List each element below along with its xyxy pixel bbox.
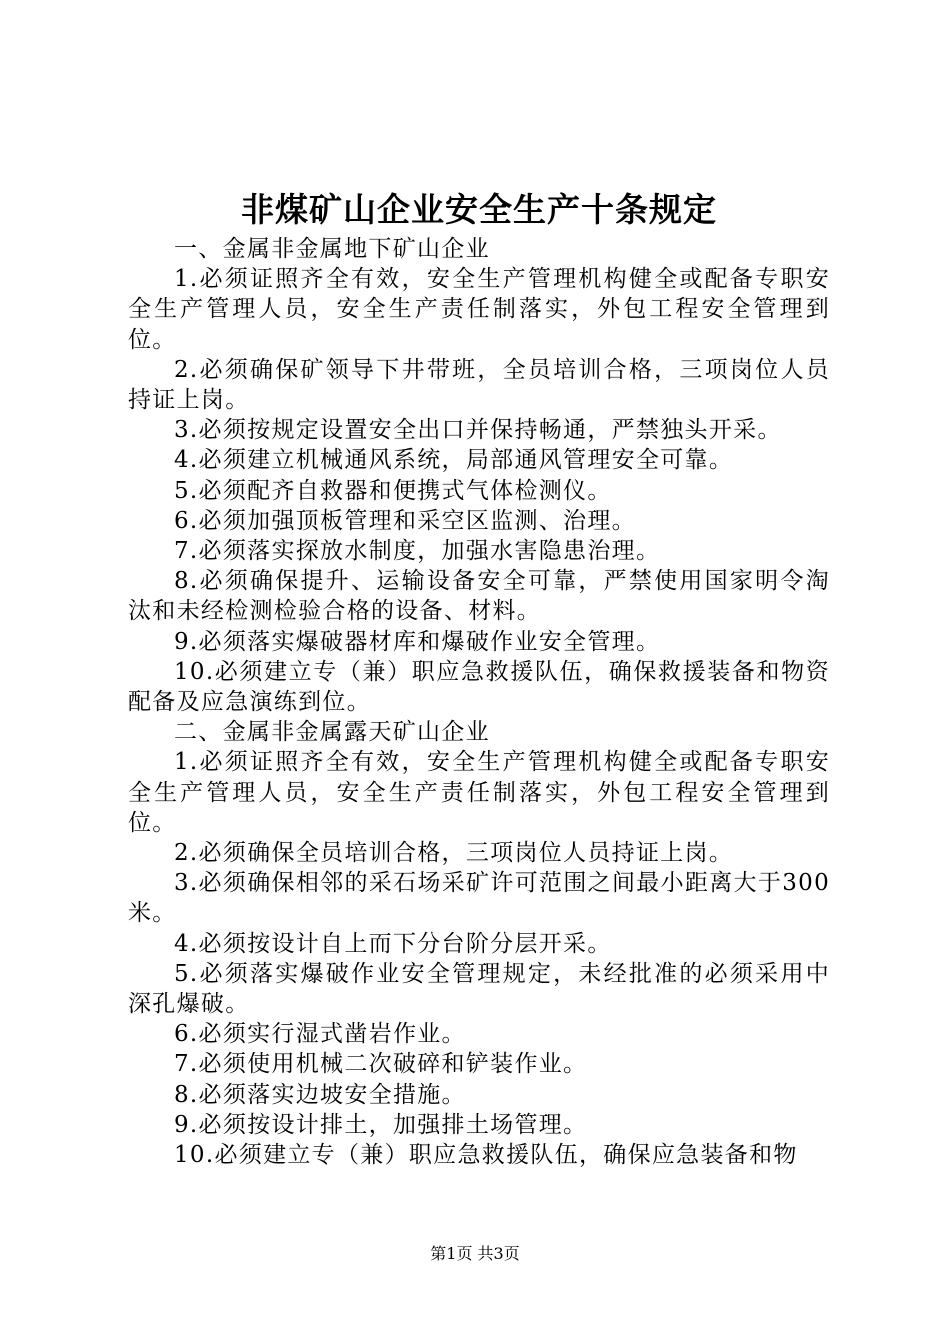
paragraph-item: 7.必须落实探放水制度，加强水害隐患治理。: [174, 538, 661, 565]
paragraph-item: 3.必须确保相邻的采石场采矿许可范围之间最小距离大于300米。: [128, 870, 830, 927]
document-body: [128, 188, 830, 1170]
document-title: 非煤矿山企业安全生产十条规定: [241, 190, 717, 229]
paragraph-item: 7.必须使用机械二次破碎和铲装作业。: [174, 1051, 588, 1078]
paragraph-item: 2.必须确保全员培训合格，三项岗位人员持证上岗。: [174, 840, 734, 867]
paragraph-item: 5.必须落实爆破作业安全管理规定，未经批准的必须采用中深孔爆破。: [128, 960, 830, 1018]
page-number-footer: 第1页 共3页: [430, 1244, 520, 1263]
paragraph-item: 2.必须确保矿领导下井带班，全员培训合格，三项岗位人员持证上岗。: [128, 356, 830, 414]
paragraph-item: 8.必须落实边坡安全措施。: [174, 1081, 466, 1108]
paragraph-item: 4.必须按设计自上而下分台阶分层开采。: [174, 930, 612, 957]
paragraph-item: 1.必须证照齐全有效，安全生产管理机构健全或配备专职安全生产管理人员，安全生产责任制落实，外包工程安全管理到位。: [128, 749, 830, 836]
paragraph-item: 6.必须加强顶板管理和采空区监测、治理。: [174, 507, 636, 534]
paragraph-item: 1.必须证照齐全有效，安全生产管理机构健全或配备专职安全生产管理人员，安全生产责任制落实，外包工程安全管理到位。: [128, 266, 830, 353]
paragraph-item: 10.必须建立专（兼）职应急救援队伍，确保应急装备和物: [174, 1142, 798, 1169]
paragraph-item: 8.必须确保提升、运输设备安全可靠，严禁使用国家明令淘汰和未经检测检验合格的设备、材料。: [128, 568, 830, 625]
paragraph-item: 10.必须建立专（兼）职应急救援队伍，确保救援装备和物资配备及应急演练到位。: [128, 658, 830, 716]
paragraph-item: 9.必须落实爆破器材库和爆破作业安全管理。: [174, 628, 661, 655]
paragraph-item: 9.必须按设计排土，加强排土场管理。: [174, 1111, 588, 1138]
paragraph-item: 4.必须建立机械通风系统，局部通风管理安全可靠。: [174, 447, 734, 474]
section-heading-underground: 一、金属非金属地下矿山企业: [174, 236, 490, 262]
section-heading-open-pit: 二、金属非金属露天矿山企业: [174, 719, 490, 746]
paragraph-item: 3.必须按规定设置安全出口并保持畅通，严禁独头开采。: [174, 417, 782, 444]
paragraph-item: 5.必须配齐自救器和便携式气体检测仪。: [174, 477, 612, 504]
paragraph-item: 6.必须实行湿式凿岩作业。: [174, 1021, 466, 1048]
